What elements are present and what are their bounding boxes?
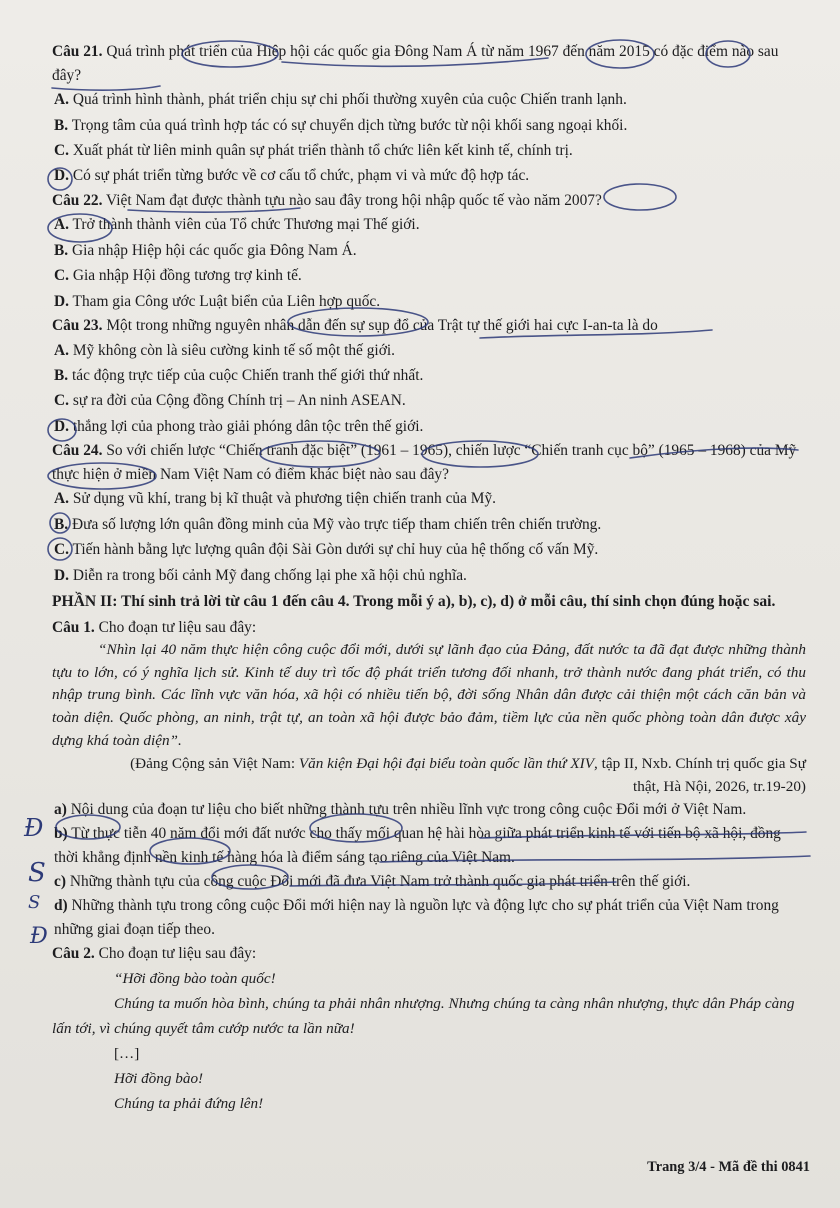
question-text: Một trong những nguyên nhân dẫn đến sự sụp đổ của Trật tự thế giới hai cực I-an-ta là do (106, 317, 658, 335)
statement-b (52, 822, 806, 870)
question-label: Câu 24. (52, 442, 103, 460)
quote-line-1: “Hỡi đồng bào toàn quốc! (114, 969, 276, 987)
statement-text: Những thành tựu của công cuộc Đổi mới đã đưa Việt Nam trở thành quốc gia phát triển trên thế giới. (69, 873, 691, 891)
question-21 (52, 40, 806, 87)
citation-title: Văn kiện Đại hội đại biểu toàn quốc lần thứ XIV (298, 755, 595, 773)
option-text: Xuất phát từ liên minh quân sự phát triển thành tổ chức liên kết kinh tế, chính trị. (72, 142, 573, 159)
q24-option-c (52, 537, 806, 562)
source-quote: “Nhìn lại 40 năm thực hiện công cuộc đổi mới, dưới sự lãnh đạo của Đảng, đất nước ta đã đạt được những thành tựu to lớn, có ý nghĩa lịch sử. Kinh tế duy trì tốc độ phát triển tương đối nhanh, trở thành nước đang phát triển, có thu nhập trung bình. Các lĩnh vực văn hóa, xã hội có nhiều tiến bộ, đời sống Nhân dân được cải thiện một cách căn bản và toàn diện. Quốc phòng, an ninh, trật tự, an toàn xã hội được bảo đảm, tiềm lực của nền quốc phòng toàn dân được xây dựng khá toàn diện”. (52, 641, 806, 749)
q23-option-d (52, 414, 806, 439)
statement-text: Nội dung của đoạn tư liệu cho biết những thành tựu trên nhiều lĩnh vực trong công cuộc Đổi mới ở Việt Nam. (70, 801, 747, 819)
option-text: Diễn ra trong bối cảnh Mỹ đang chống lại phe xã hội chủ nghĩa. (72, 566, 467, 584)
q22-option-b (52, 238, 806, 263)
option-key: B. (54, 116, 69, 134)
option-key: D. (54, 566, 69, 584)
option-text: Tham gia Công ước Luật biển của Liên hợp quốc. (72, 292, 381, 310)
option-key: B. (54, 367, 69, 385)
question-label: Câu 2. (52, 945, 95, 963)
option-text: sự ra đời của Cộng đồng Chính trị – An ninh ASEAN. (72, 392, 406, 410)
part2-question-1 (52, 616, 806, 640)
option-text: Mỹ không còn là siêu cường kinh tế số một thế giới. (72, 341, 395, 359)
statement-d (52, 894, 806, 942)
q23-option-c (52, 388, 806, 413)
question-label: Câu 1. (52, 618, 95, 636)
margin-mark-c: S (28, 892, 41, 913)
question-text: Quá trình phát triển của Hiệp hội các quốc gia Đông Nam Á từ năm 1967 đến năm 2015 có đặc điểm nào sau đây? (52, 43, 779, 84)
option-text: Có sự phát triển từng bước về cơ cấu tổ chức, phạm vi và mức độ hợp tác. (72, 167, 530, 185)
q24-option-d (52, 563, 806, 588)
q21-option-d (52, 163, 806, 188)
citation-prefix: (Đảng Cộng sản Việt Nam: (130, 755, 299, 773)
quote-line-2: Chúng ta muốn hòa bình, chúng ta phải nhân nhượng. Nhưng chúng ta càng nhân nhượng, thực dân Pháp càng lấn tới, vì chúng quyết tâm cướp nước ta lần nữa! (52, 994, 795, 1037)
part2-question-2 (52, 942, 806, 966)
statement-c (52, 870, 806, 894)
option-key: D. (54, 417, 69, 435)
option-key: C. (54, 541, 69, 559)
part-2-heading: PHẦN II: Thí sinh trả lời từ câu 1 đến câu 4. Trong mỗi ý a), b), c), d) ở mỗi câu, thí sinh chọn đúng hoặc sai. (52, 593, 776, 611)
option-key: A. (54, 490, 69, 508)
option-key: D. (54, 292, 69, 310)
question-23 (52, 314, 806, 338)
option-key: A. (54, 341, 69, 359)
statement-text: Những thành tựu trong công cuộc Đổi mới hiện nay là nguồn lực và động lực cho sự phát triển của Việt Nam trong những giai đoạn tiếp theo. (54, 897, 779, 939)
option-key: C. (54, 392, 69, 410)
statement-a (52, 798, 806, 822)
statement-key: c) (54, 873, 66, 891)
question-label: Câu 21. (52, 43, 103, 60)
margin-mark-d: Đ (30, 924, 48, 949)
quote-line-5: Chúng ta phải đứng lên! (114, 1094, 264, 1112)
option-text: Đưa số lượng lớn quân đồng minh của Mỹ vào trực tiếp tham chiến trên chiến trường. (71, 515, 602, 533)
option-key: C. (54, 142, 69, 159)
option-text: Trọng tâm của quá trình hợp tác có sự chuyển dịch từng bước từ nội khối sang ngoại khối. (71, 116, 628, 134)
question-text: Việt Nam đạt được thành tựu nào sau đây trong hội nhập quốc tế vào năm 2007? (106, 191, 602, 209)
q22-option-d (52, 289, 806, 314)
option-text: thắng lợi của phong trào giải phóng dân tộc trên thế giới. (72, 417, 424, 435)
option-text: Sử dụng vũ khí, trang bị kĩ thuật và phương tiện chiến tranh của Mỹ. (72, 490, 497, 508)
page-footer: Trang 3/4 - Mã đề thi 0841 (647, 1159, 810, 1175)
option-text: tác động trực tiếp của cuộc Chiến tranh thế giới thứ nhất. (71, 367, 424, 385)
quote-line-4: Hỡi đồng bào! (114, 1069, 204, 1087)
margin-mark-a: Đ (24, 814, 44, 842)
q21-option-b (52, 113, 806, 138)
source-citation (52, 752, 806, 798)
question-22 (52, 189, 806, 213)
q24-option-a (52, 486, 806, 511)
option-text: Trở thành thành viên của Tổ chức Thương mại Thế giới. (72, 216, 420, 234)
option-text: Gia nhập Hiệp hội các quốc gia Đông Nam Á. (71, 241, 357, 259)
q21-option-c (52, 138, 806, 163)
question-label: Câu 23. (52, 317, 103, 335)
question-text: Cho đoạn tư liệu sau đây: (98, 618, 257, 636)
q22-option-c (52, 263, 806, 288)
option-text: Quá trình hình thành, phát triển chịu sự chi phối thường xuyên của cuộc Chiến tranh lạnh. (72, 91, 627, 109)
option-key: C. (54, 267, 69, 285)
statement-key: b) (54, 825, 68, 843)
q22-option-a (52, 212, 806, 237)
question-text: Cho đoạn tư liệu sau đây: (98, 945, 257, 963)
statement-key: d) (54, 897, 68, 915)
question-label: Câu 22. (52, 191, 103, 209)
q24-option-b (52, 512, 806, 537)
margin-mark-b: S (28, 858, 46, 888)
option-key: D. (54, 167, 69, 185)
q23-option-a (52, 338, 806, 363)
option-key: A. (54, 91, 69, 109)
question-24 (52, 439, 806, 486)
question-text: So với chiến lược “Chiến tranh đặc biệt” (1961 – 1965), chiến lược “Chiến tranh cục bộ” (1965 – 1968) của Mỹ thực hiện ở miền Nam Việt Nam có điểm khác biệt nào sau đây? (52, 442, 797, 483)
statement-text: Từ thực tiễn 40 năm đổi mới đất nước cho thấy mối quan hệ hài hòa giữa phát triển kinh tế với tiến bộ xã hội, đồng thời khẳng định nền kinh tế hàng hóa là điểm sáng tạo riêng của Việt Nam. (54, 825, 781, 867)
quote-line-3: […] (114, 1044, 140, 1062)
statement-key: a) (54, 801, 67, 819)
q21-option-a (52, 87, 806, 112)
option-key: B. (54, 515, 69, 533)
option-key: A. (54, 216, 69, 234)
citation-suffix: , tập II, Nxb. Chính trị quốc gia Sự thật, Hà Nội, 2026, tr.19-20) (594, 755, 806, 796)
option-text: Gia nhập Hội đồng tương trợ kinh tế. (72, 267, 302, 285)
option-text: Tiến hành bằng lực lượng quân đội Sài Gòn dưới sự chỉ huy của hệ thống cố vấn Mỹ. (72, 541, 599, 559)
option-key: B. (54, 241, 69, 259)
q23-option-b (52, 363, 806, 388)
